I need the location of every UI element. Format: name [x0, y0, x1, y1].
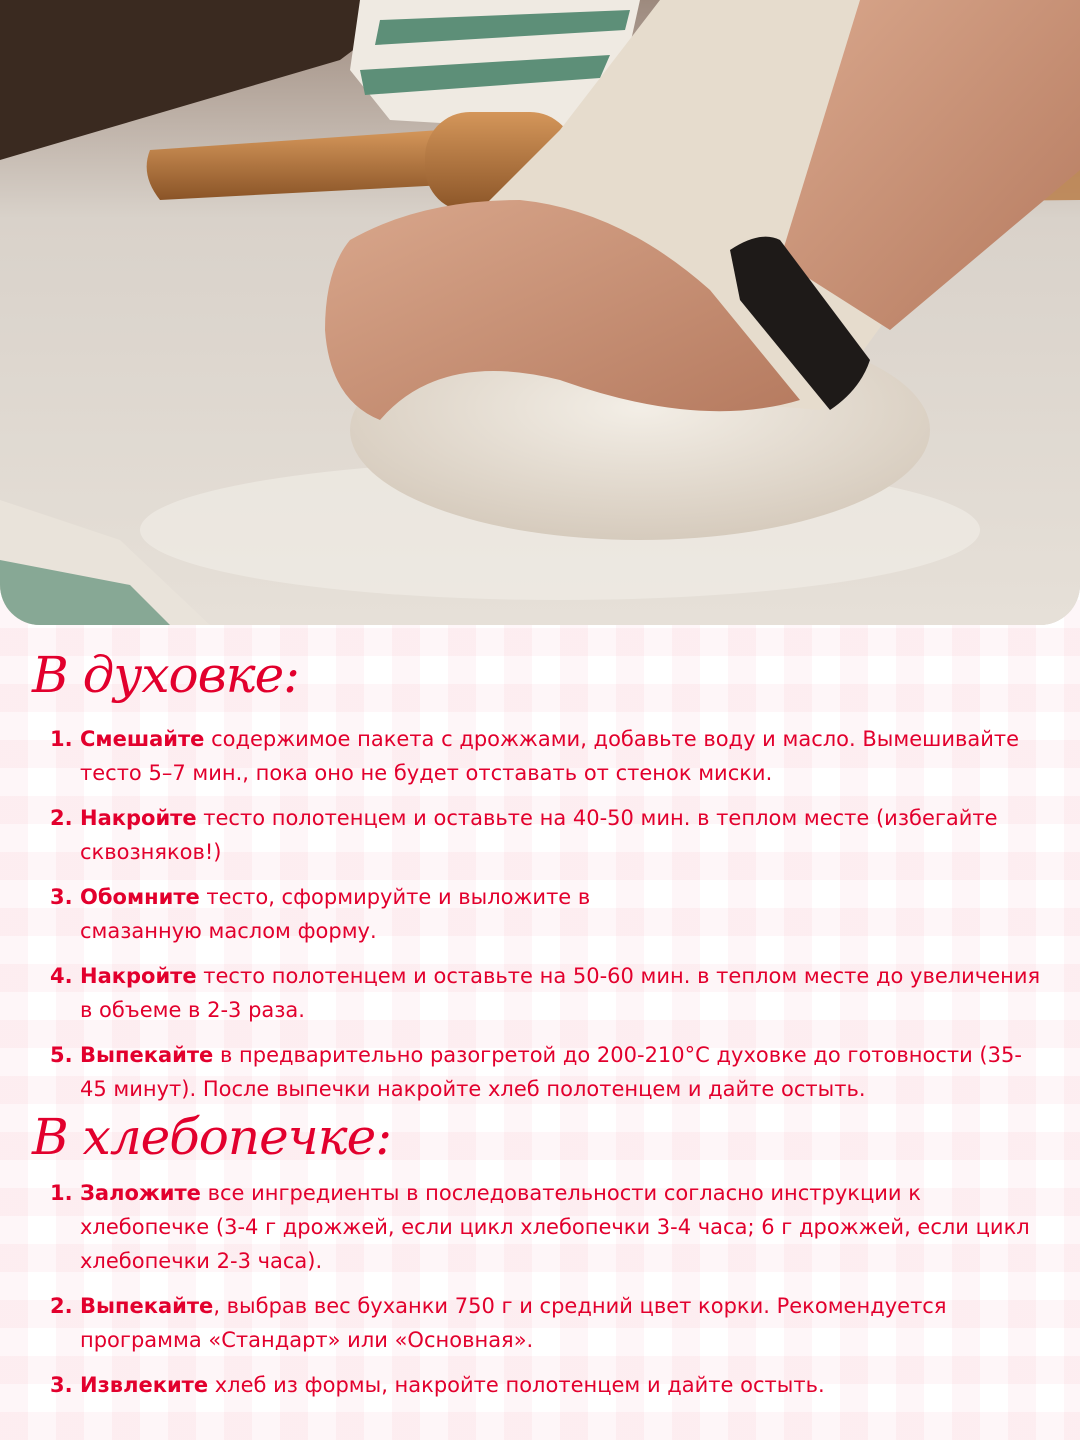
dough-kneading-photo — [0, 0, 1080, 625]
oven-section-title: В духовке: — [32, 646, 300, 704]
step-description: хлеб из формы, накройте полотенцем и дайте остыть. — [208, 1373, 825, 1397]
step-description: в предварительно разогретой до 200-210°С духовке до готовности (35-45 минут). После выпечки накройте хлеб полотенцем и дайте остыть. — [80, 1043, 1022, 1101]
oven-step — [50, 722, 1045, 790]
photo-illustration — [0, 0, 1080, 625]
step-description: тесто, сформируйте и выложите в смазанную маслом форму. — [80, 885, 591, 943]
oven-step — [50, 880, 1045, 948]
step-number: 4. — [50, 964, 73, 988]
breadmaker-step — [50, 1368, 1045, 1402]
step-number: 1. — [50, 727, 73, 751]
step-text — [80, 959, 1045, 1027]
breadmaker-step — [50, 1289, 1045, 1357]
oven-steps-list — [50, 722, 1045, 1117]
step-verb: Заложите — [80, 1181, 201, 1205]
step-number: 1. — [50, 1181, 73, 1205]
breadmaker-steps-list — [50, 1176, 1045, 1413]
step-verb: Выпекайте — [80, 1294, 214, 1318]
step-text — [80, 1368, 1045, 1402]
breadmaker-section-title: В хлебопечке: — [32, 1108, 392, 1166]
step-description: тесто полотенцем и оставьте на 50-60 мин. в теплом месте до увеличения в объеме в 2-3 раза. — [80, 964, 1041, 1022]
step-number: 3. — [50, 885, 73, 909]
step-verb: Извлеките — [80, 1373, 209, 1397]
step-description: все ингредиенты в последовательности согласно инструкции к хлебопечке (3-4 г дрожжей, если цикл хлебопечки 3-4 часа; 6 г дрожжей, если цикл хлебопечки 2-3 часа). — [80, 1181, 1030, 1273]
oven-step — [50, 1038, 1045, 1106]
oven-step — [50, 959, 1045, 1027]
step-number: 2. — [50, 806, 73, 830]
step-text — [80, 801, 1045, 869]
step-text — [80, 1289, 1045, 1357]
step-verb: Смешайте — [80, 727, 205, 751]
oven-step — [50, 801, 1045, 869]
step-text — [80, 1176, 1045, 1278]
step-verb: Накройте — [80, 806, 197, 830]
step-number: 5. — [50, 1043, 73, 1067]
step-verb: Выпекайте — [80, 1043, 214, 1067]
step-description: содержимое пакета с дрожжами, добавьте воду и масло. Вымешивайте тесто 5–7 мин., пока оно не будет отставать от стенок миски. — [80, 727, 1020, 785]
step-text — [80, 722, 1045, 790]
step-description: тесто полотенцем и оставьте на 40-50 мин. в теплом месте (избегайте сквозняков!) — [80, 806, 998, 864]
step-number: 2. — [50, 1294, 73, 1318]
step-number: 3. — [50, 1373, 73, 1397]
step-description: , выбрав вес буханки 750 г и средний цвет корки. Рекомендуется программа «Стандарт» или «Основная». — [80, 1294, 947, 1352]
step-verb: Обомните — [80, 885, 200, 909]
step-text — [80, 880, 610, 948]
breadmaker-step — [50, 1176, 1045, 1278]
step-verb: Накройте — [80, 964, 197, 988]
step-text — [80, 1038, 1045, 1106]
